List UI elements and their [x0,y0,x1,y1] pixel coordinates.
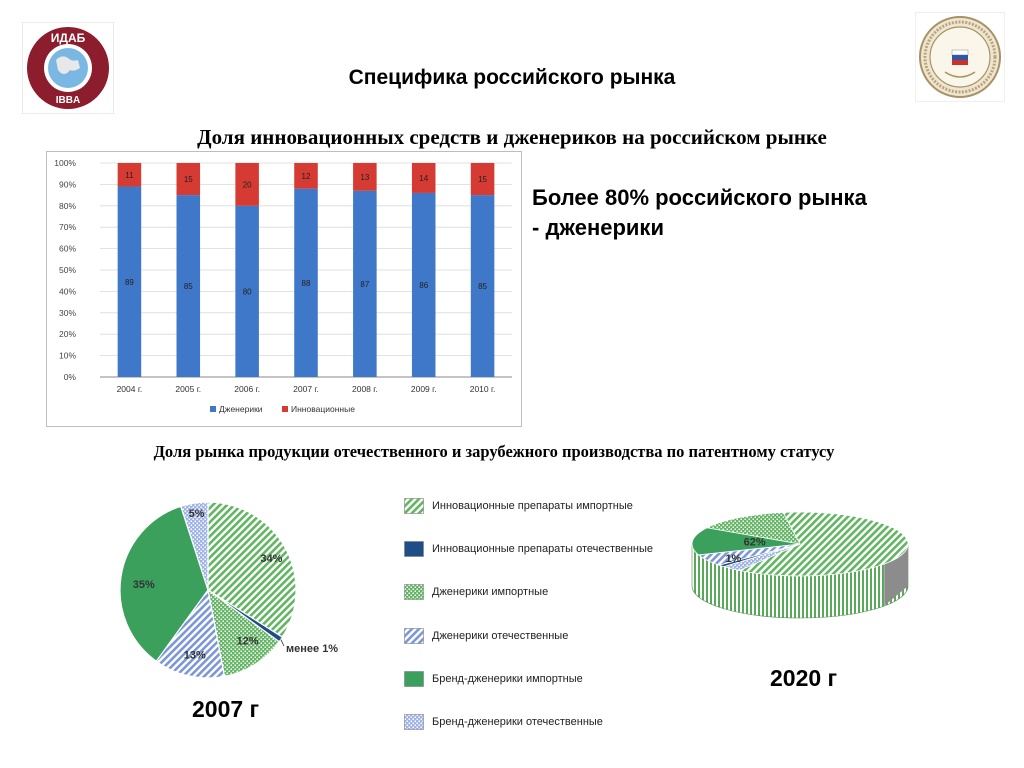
stacked-bar-chart [46,151,522,427]
y-tick-label: 20% [58,329,76,340]
legend-item [404,657,694,700]
pie-2020-slice-label: 62% [743,536,766,549]
y-tick-label: 60% [58,243,76,254]
bar-data-label: 85 [183,282,193,292]
legend-item [404,527,694,570]
pie-chart-2007 [112,498,372,698]
bar-data-label: 12 [301,171,311,181]
y-tick-label: 40% [58,286,76,297]
legend-item [404,700,694,743]
legend-swatch [404,714,424,730]
x-tick-label: 2007 г. [293,384,319,394]
bar-data-label: 85 [478,282,488,292]
y-tick-label: 80% [58,200,76,211]
pie-chart-2020 [690,496,926,626]
pie-2007-slice-label: 5% [188,507,205,520]
legend-label-generics: Дженерики [219,404,263,414]
logo-left-text-top: ИДАБ [50,31,86,45]
legend-swatch [404,498,424,514]
callout-text [532,183,952,243]
legend-label: Дженерики отечественные [432,629,569,642]
y-tick-label: 10% [58,350,76,361]
legend-label: Бренд-дженерики отечественные [432,716,603,729]
bar-data-label: 89 [124,277,134,287]
pie-2007-slice-label: менее 1% [286,643,339,655]
legend-swatch [404,541,424,557]
y-tick-label: 70% [58,222,76,233]
callout-line-1: Более 80% российского рынка [532,185,867,210]
x-tick-label: 2009 г. [410,384,437,394]
pie-2007-slice-label: 34% [260,552,283,565]
logo-left-text-bottom: IBBA [55,95,81,106]
bar-data-label: 80 [242,287,252,297]
legend-swatch-innovative [282,406,288,412]
y-tick-label: 90% [58,179,76,190]
legend-swatch-generics [210,406,216,412]
pie-2007-year-label: 2007 г [192,696,260,722]
legend-label: Дженерики импортные [432,586,549,599]
slide-title: Специфика российского рынка [348,66,676,89]
bar-chart-title: Доля инновационных средств и дженериков на российском рынке [197,125,827,149]
x-tick-label: 2008 г. [352,384,378,394]
pie-legend [404,484,694,744]
y-tick-label: 30% [58,307,76,318]
x-tick-label: 2004 г. [116,384,143,394]
bar-data-label: 14 [419,173,429,183]
pie-2007-slice-label: 35% [132,579,155,592]
pie-2020-year-label: 2020 г [770,665,838,691]
y-tick-label: 100% [54,158,76,168]
bar-data-label: 11 [125,170,134,180]
legend-label: Инновационные препараты импортные [432,499,633,512]
legend-item [404,571,694,614]
legend-swatch [404,628,424,644]
legend-label: Бренд-дженерики импортные [432,672,583,685]
pie-charts-title: Доля рынка продукции отечественного и зарубежного производства по патентному статусу [153,442,835,461]
y-tick-label: 0% [63,372,76,382]
bar-data-label: 88 [301,278,311,288]
legend-swatch [404,584,424,600]
bar-data-label: 20 [242,180,252,190]
bar-data-label: 86 [419,280,429,290]
legend-label-innovative: Инновационные [291,404,355,414]
pie-2007-slice-label: 12% [236,635,259,648]
bar-data-label: 15 [183,175,193,185]
legend-swatch [404,671,424,687]
y-tick-label: 50% [58,265,76,275]
x-tick-label: 2005 г. [175,384,202,394]
legend-item [404,614,694,657]
bar-data-label: 15 [478,175,488,185]
legend-item [404,484,694,527]
bar-data-label: 13 [360,172,370,182]
pie-2007-leader-line [281,639,284,646]
pie-2020-body [692,512,908,618]
callout-line-2: - дженерики [532,215,664,240]
pie-2007-slice-label: 13% [183,649,206,662]
x-tick-label: 2010 г. [469,384,496,394]
legend-label: Инновационные препараты отечественные [432,542,654,555]
x-tick-label: 2006 г. [234,384,260,394]
pie-2020-slice-label: 1% [725,553,742,566]
bar-data-label: 87 [360,279,370,289]
